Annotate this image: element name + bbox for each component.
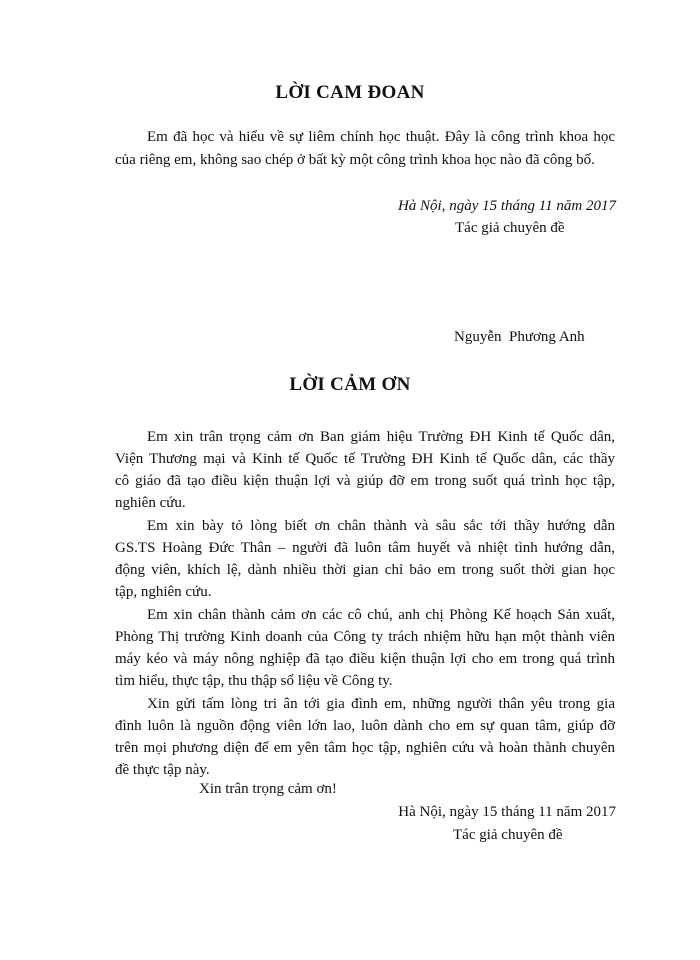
- declaration-line-1: Em đã học và hiểu về sự liêm chính học thuật. Đây là công trình khoa học: [147, 129, 615, 145]
- ack-p4-line-2: đình luôn là nguồn động viên lớn lao, luôn dành cho em sự quan tâm, giúp đỡ: [115, 718, 615, 734]
- ack-p2-line-3: động viên, khích lệ, dành nhiều thời gian chỉ bảo em trong suốt thời gian học: [115, 562, 615, 578]
- ack-p2-line-1: Em xin bày tỏ lòng biết ơn chân thành và sâu sắc tới thầy hướng dẫn: [147, 518, 615, 534]
- ack-p3-line-1: Em xin chân thành cảm ơn các cô chú, anh chị Phòng Kế hoạch Sản xuất,: [147, 607, 615, 623]
- ack-p1-line-2: Viện Thương mại và Kinh tế Quốc tế Trường ĐH Kinh tế Quốc dân, các thầy: [115, 451, 615, 467]
- ack-p3-line-4: tìm hiểu, thực tập, thu thập số liệu về Công ty.: [115, 673, 393, 689]
- ack-p3-line-3: máy kéo và máy nông nghiệp đã tạo điều kiện thuận lợi cho em trong quá trình: [115, 651, 615, 667]
- ack-p4-line-4: đề thực tập này.: [115, 762, 210, 778]
- acknowledgement-title: LỜI CẢM ƠN: [289, 374, 411, 395]
- ack-p1-line-1: Em xin trân trọng cảm ơn Ban giám hiệu Trường ĐH Kinh tế Quốc dân,: [147, 429, 615, 445]
- ack-date: Hà Nội, ngày 15 tháng 11 năm 2017: [398, 804, 616, 820]
- ack-p1-line-4: nghiên cứu.: [115, 495, 186, 511]
- declaration-author-label: Tác giả chuyên đề: [455, 220, 565, 236]
- ack-p2-line-2: GS.TS Hoàng Đức Thân – người đã luôn tâm huyết và nhiệt tình hướng dẫn,: [115, 540, 615, 556]
- ack-author-label: Tác giả chuyên đề: [453, 827, 563, 843]
- ack-p4-line-3: trên mọi phương diện để em yên tâm học tập, nghiên cứu và hoàn thành chuyên: [115, 740, 615, 756]
- declaration-title: LỜI CAM ĐOAN: [275, 82, 425, 103]
- ack-p3-line-2: Phòng Thị trường Kinh doanh của Công ty trách nhiệm hữu hạn một thành viên: [115, 629, 615, 645]
- ack-closing: Xin trân trọng cảm ơn!: [199, 781, 337, 797]
- declaration-date: Hà Nội, ngày 15 tháng 11 năm 2017: [397, 198, 616, 214]
- declaration-line-2: của riêng em, không sao chép ở bất kỳ một công trình khoa học nào đã công bố.: [115, 152, 595, 168]
- ack-p1-line-3: cô giáo đã tạo điều kiện thuận lợi và giúp đỡ em trong suốt quá trình học tập,: [115, 473, 615, 489]
- ack-p2-line-4: tập, nghiên cứu.: [115, 584, 212, 600]
- declaration-signature-name: Nguyễn Phương Anh: [454, 329, 585, 345]
- ack-p4-line-1: Xin gửi tấm lòng tri ân tới gia đình em, những người thân yêu trong gia: [147, 696, 615, 712]
